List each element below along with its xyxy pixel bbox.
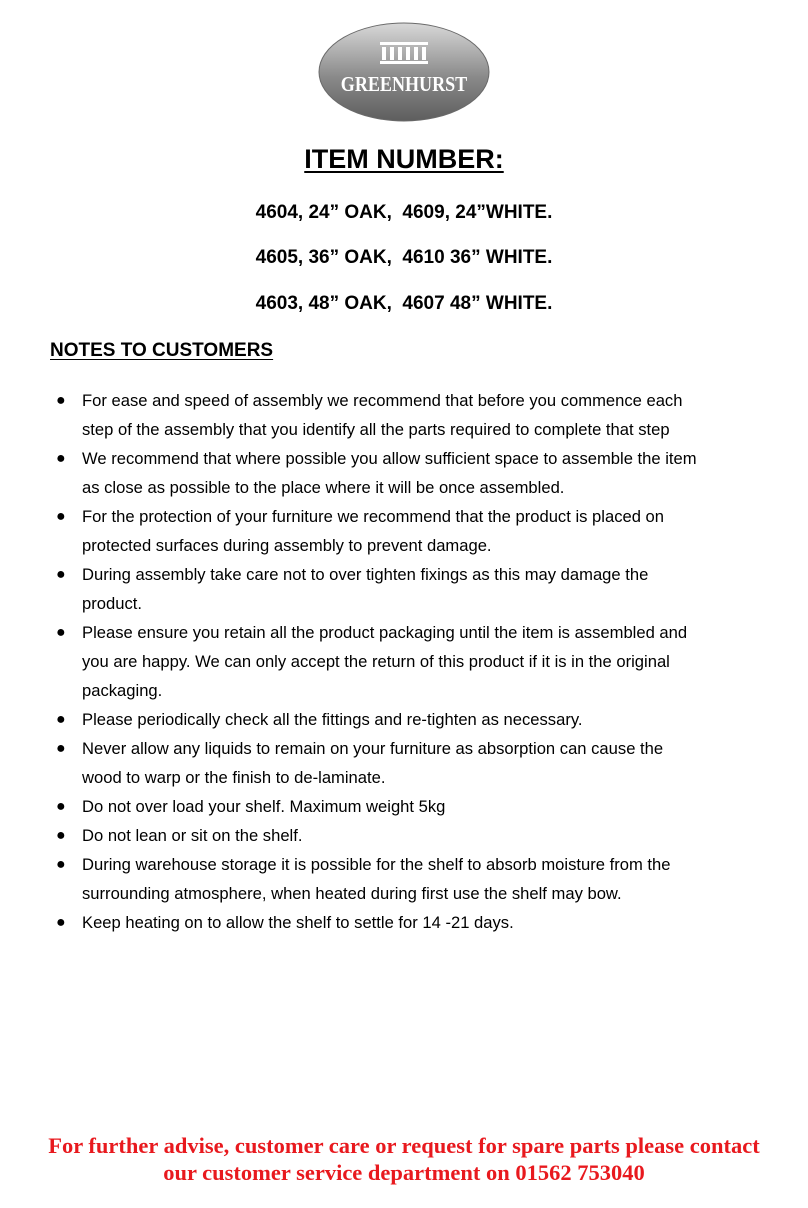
contact-notice [0, 1132, 808, 1186]
contact-line-1: For further advise, customer care or request for spare parts please contact [48, 1133, 760, 1158]
note-text: Please ensure you retain all the product packaging until the item is assembled and you are happy. We can only accept the return of this product if it is in the original packaging. [82, 623, 688, 700]
list-item [0, 444, 808, 502]
item-number-line-3: 4603, 48” OAK, 4607 48” WHITE. [255, 293, 553, 314]
page-title: ITEM NUMBER: [304, 144, 504, 174]
item-number-line-2: 4605, 36” OAK, 4610 36” WHITE. [255, 247, 553, 268]
note-text: Keep heating on to allow the shelf to settle for 14 -21 days. [82, 913, 514, 932]
note-text: Do not lean or sit on the shelf. [82, 826, 303, 845]
greenhurst-logo [318, 22, 490, 122]
logo-brand-text: GREENHURST [340, 72, 468, 96]
bullet-icon: ● [56, 740, 66, 757]
note-text: During warehouse storage it is possible for the shelf to absorb moisture from the surrounding atmosphere, when heated during first use the shelf may bow. [82, 855, 671, 903]
bullet-icon: ● [56, 914, 66, 931]
bullet-icon: ● [56, 827, 66, 844]
list-item [0, 821, 808, 850]
bullet-icon: ● [56, 566, 66, 583]
bullet-icon: ● [56, 392, 66, 409]
note-text: Please periodically check all the fittings and re-tighten as necessary. [82, 710, 583, 729]
list-item [0, 850, 808, 908]
list-item [0, 734, 808, 792]
list-item [0, 502, 808, 560]
note-text: Do not over load your shelf. Maximum weight 5kg [82, 797, 446, 816]
item-number-line-1: 4604, 24” OAK, 4609, 24”WHITE. [255, 202, 553, 223]
list-item [0, 386, 808, 444]
note-text: We recommend that where possible you allow sufficient space to assemble the item as close as possible to the place where it will be once assembled. [82, 449, 697, 497]
list-item [0, 705, 808, 734]
list-item [0, 618, 808, 705]
note-text: During assembly take care not to over tighten fixings as this may damage the product. [82, 565, 649, 613]
notes-heading: NOTES TO CUSTOMERS [50, 340, 274, 361]
list-item [0, 792, 808, 821]
bullet-icon: ● [56, 508, 66, 525]
notes-list [0, 386, 808, 937]
bullet-icon: ● [56, 798, 66, 815]
bullet-icon: ● [56, 856, 66, 873]
note-text: For the protection of your furniture we recommend that the product is placed on protected surfaces during assembly to prevent damage. [82, 507, 665, 555]
note-text: For ease and speed of assembly we recommend that before you commence each step of the assembly that you identify all the parts required to complete that step [82, 391, 683, 439]
bullet-icon: ● [56, 624, 66, 641]
contact-line-2: our customer service department on 01562 753040 [163, 1160, 645, 1185]
list-item [0, 560, 808, 618]
bullet-icon: ● [56, 450, 66, 467]
list-item [0, 908, 808, 937]
note-text: Never allow any liquids to remain on your furniture as absorption can cause the wood to warp or the finish to de-laminate. [82, 739, 664, 787]
bullet-icon: ● [56, 711, 66, 728]
